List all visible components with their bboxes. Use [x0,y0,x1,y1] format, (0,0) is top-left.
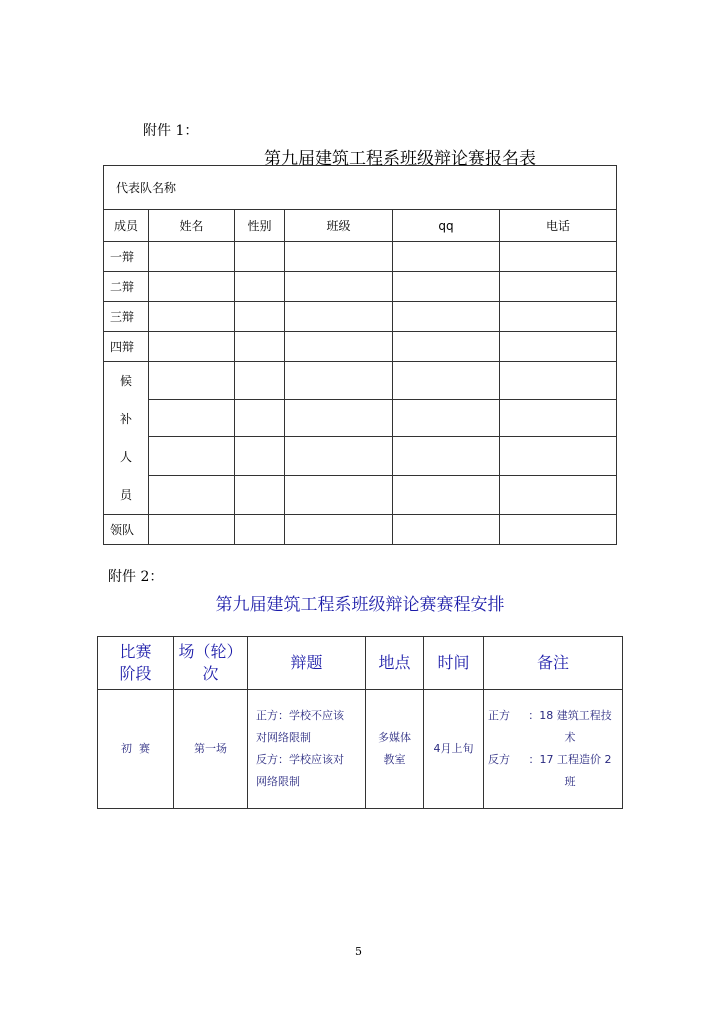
role-label: 二辩 [104,272,149,302]
cell-class[interactable] [285,242,393,272]
cell-qq[interactable] [393,272,500,302]
topic-line: 反方：学校应该对 [256,753,344,766]
team-name-label: 代表队名称 [116,181,177,195]
table-row [104,515,617,545]
topic-line: 正方：学校不应该 [256,709,344,722]
substitutes-label [104,362,149,515]
cell-gender[interactable] [235,302,285,332]
cell-gender[interactable] [235,272,285,302]
cell-qq[interactable] [393,400,500,437]
topic-line: 网络限制 [256,775,300,788]
header-name: 姓名 [149,210,235,242]
table-row [104,475,617,514]
table-row [104,242,617,272]
cell-gender[interactable] [235,400,285,437]
schedule-title: 第九届建筑工程系班级辩论赛赛程安排 [215,595,505,615]
header-stage-line: 比赛 [119,642,152,661]
schedule-table [97,636,623,809]
cell-qq[interactable] [393,475,500,514]
table-row [104,362,617,400]
cell-phone[interactable] [500,272,617,302]
note-text: ：17 工程造价 2 [528,753,612,766]
table-row [104,437,617,475]
header-phone: 电话 [500,210,617,242]
role-label: 三辩 [104,302,149,332]
cell-gender[interactable] [235,475,285,514]
cell-name[interactable] [149,332,235,362]
header-round [174,637,248,690]
team-name-field[interactable] [104,166,617,210]
round-value: 第一场 [174,690,248,809]
leader-label: 领队 [104,515,149,545]
cell-phone[interactable] [500,515,617,545]
header-round-line: 场（轮） [178,642,243,661]
stage-value: 初 赛 [98,690,174,809]
substitutes-char: 候 [119,374,132,388]
cell-class[interactable] [285,302,393,332]
topic-line: 对网络限制 [256,731,311,744]
table-row [98,690,623,809]
header-notes: 备注 [484,637,623,690]
cell-qq[interactable] [393,362,500,400]
header-stage [98,637,174,690]
cell-name[interactable] [149,272,235,302]
page-number: 5 [355,945,362,958]
cell-qq[interactable] [393,332,500,362]
header-time: 时间 [424,637,484,690]
cell-qq[interactable] [393,515,500,545]
time-value: 4月上旬 [424,690,484,809]
attachment1-label: 附件 1： [143,123,199,139]
cell-class[interactable] [285,437,393,475]
cell-phone[interactable] [500,242,617,272]
header-member: 成员 [104,210,149,242]
substitutes-char: 人 [119,450,132,464]
header-gender: 性别 [235,210,285,242]
cell-phone[interactable] [500,437,617,475]
cell-gender[interactable] [235,362,285,400]
substitutes-char: 员 [119,488,132,502]
notes-value [484,690,623,809]
cell-gender[interactable] [235,332,285,362]
cell-qq[interactable] [393,302,500,332]
cell-gender[interactable] [235,437,285,475]
cell-name[interactable] [149,400,235,437]
cell-phone[interactable] [500,332,617,362]
cell-class[interactable] [285,515,393,545]
cell-phone[interactable] [500,362,617,400]
substitutes-char: 补 [119,412,132,426]
cell-name[interactable] [149,515,235,545]
table-row [104,272,617,302]
cell-name[interactable] [149,362,235,400]
cell-name[interactable] [149,437,235,475]
cell-phone[interactable] [500,475,617,514]
cell-gender[interactable] [235,515,285,545]
cell-phone[interactable] [500,302,617,332]
table-row [104,302,617,332]
cell-gender[interactable] [235,242,285,272]
note-side: 正方 [488,709,510,722]
header-stage-line: 阶段 [119,664,152,683]
cell-qq[interactable] [393,242,500,272]
cell-class[interactable] [285,332,393,362]
cell-phone[interactable] [500,400,617,437]
note-text: ：18 建筑工程技 [528,709,612,722]
cell-qq[interactable] [393,437,500,475]
venue-line: 教室 [383,753,406,766]
note-text: 班 [564,775,576,788]
cell-class[interactable] [285,272,393,302]
venue-line: 多媒体 [378,731,411,744]
cell-name[interactable] [149,475,235,514]
venue-value [366,690,424,809]
table-row [104,400,617,437]
cell-class[interactable] [285,400,393,437]
role-label: 一辩 [104,242,149,272]
cell-name[interactable] [149,302,235,332]
table-row [104,332,617,362]
header-qq: qq [393,210,500,242]
note-side: 反方 [488,753,510,766]
cell-class[interactable] [285,362,393,400]
registration-table [103,165,617,545]
header-topic: 辩题 [248,637,366,690]
cell-class[interactable] [285,475,393,514]
topic-value [248,690,366,809]
header-class: 班级 [285,210,393,242]
header-venue: 地点 [366,637,424,690]
attachment2-label: 附件 2： [108,569,164,585]
header-round-line: 次 [202,664,219,683]
note-text: 术 [564,731,576,744]
registration-form-title: 第九届建筑工程系班级辩论赛报名表 [264,149,536,169]
cell-name[interactable] [149,242,235,272]
role-label: 四辩 [104,332,149,362]
